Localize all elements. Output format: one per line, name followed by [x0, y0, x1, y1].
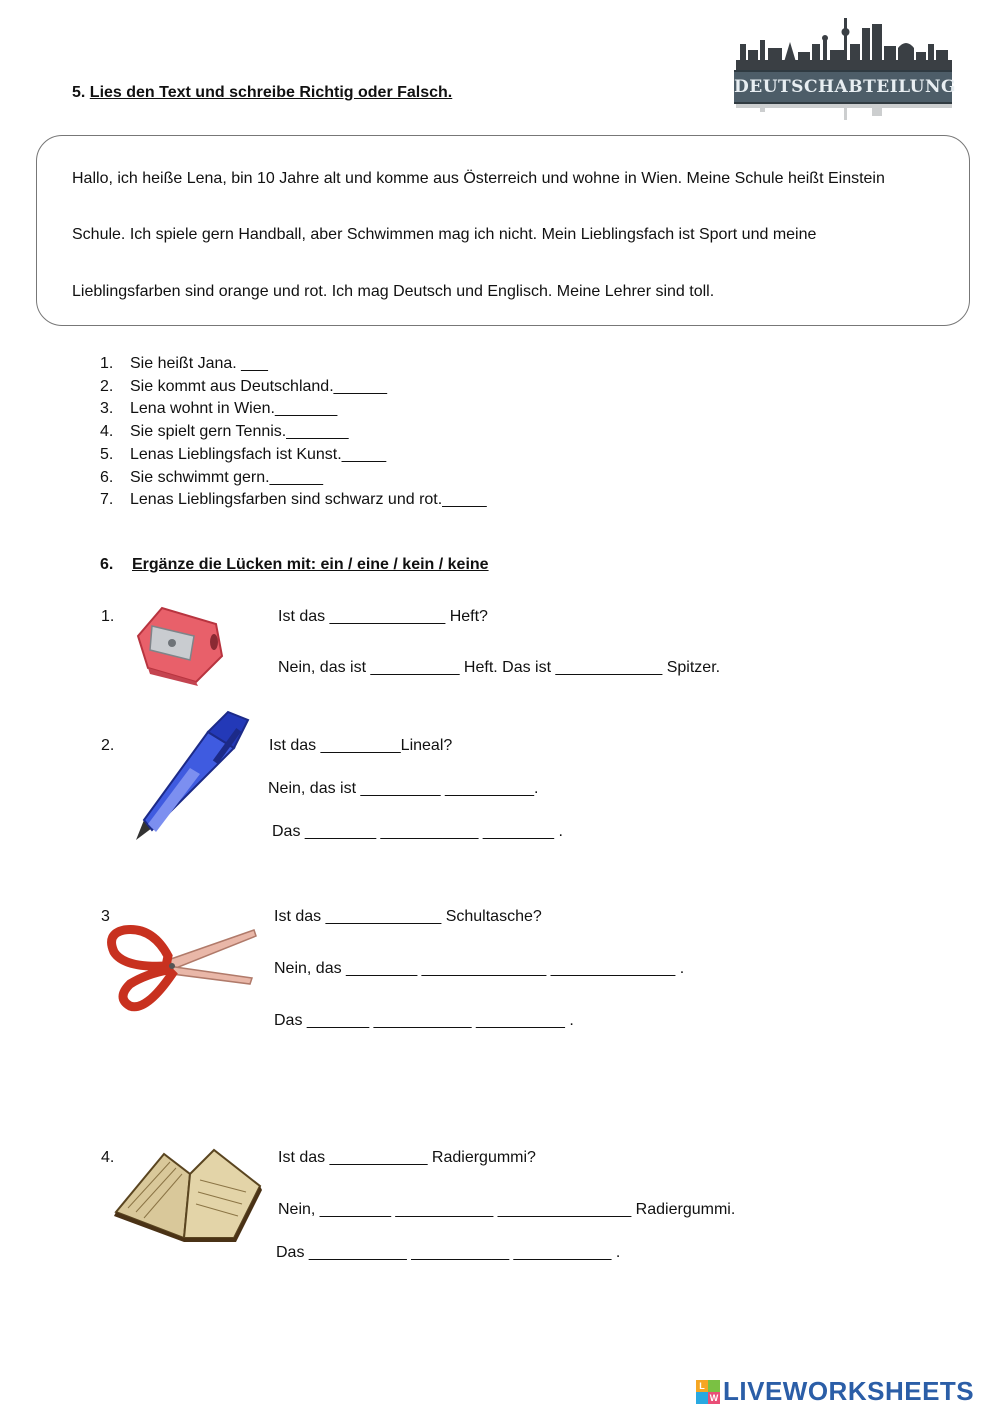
exercise-4-line-3[interactable]: Das ___________ ___________ ___________ . [276, 1244, 621, 1261]
scissors-icon [106, 920, 258, 1012]
list-item[interactable] [100, 353, 487, 376]
item-number: 5. [100, 445, 114, 463]
exercise-4-line-2[interactable]: Nein, ________ ___________ _______________ Radiergummi. [278, 1201, 736, 1218]
item-text: Sie spielt gern Tennis._______ [130, 423, 349, 441]
exercise-3-line-3[interactable]: Das _______ ___________ __________ . [274, 1012, 574, 1029]
exercise-3-line-2[interactable]: Nein, das ________ ______________ ______________ . [274, 960, 685, 977]
sharpener-icon [132, 602, 224, 686]
item-text: Lenas Lieblingsfach ist Kunst._____ [130, 445, 387, 463]
mark-square [696, 1392, 708, 1404]
item-number: 2. [100, 377, 114, 395]
exercise-4-line-1[interactable]: Ist das ___________ Radiergummi? [278, 1149, 536, 1166]
list-item[interactable] [100, 398, 487, 421]
list-item[interactable] [100, 467, 487, 490]
section-5-heading [72, 84, 452, 102]
item-number: 4. [100, 423, 114, 441]
exercise-3-number: 3 [101, 908, 110, 925]
section-5-number: 5. [72, 84, 86, 101]
exercise-2-line-2[interactable]: Nein, das ist _________ __________. [268, 780, 539, 797]
section-5-title: Lies den Text und schreibe Richtig oder Falsch. [89, 84, 453, 101]
liveworksheets-logo [696, 1376, 974, 1407]
exercise-2-number: 2. [101, 737, 115, 754]
reading-text-line-1: Hallo, ich heiße Lena, bin 10 Jahre alt und komme aus Österreich und wohne in Wien. Meine Schule heißt Einstein [72, 170, 885, 187]
item-text: Sie schwimmt gern.______ [130, 468, 323, 486]
list-item[interactable] [100, 444, 487, 467]
reading-text-line-2: Schule. Ich spiele gern Handball, aber Schwimmen mag ich nicht. Mein Lieblingsfach ist Sport und meine [72, 226, 817, 243]
liveworksheets-text: LIVEWORKSHEETS [723, 1376, 975, 1406]
list-item[interactable] [100, 421, 487, 444]
exercise-1-number: 1. [101, 608, 115, 625]
true-false-list [100, 353, 487, 512]
book-icon [114, 1146, 262, 1242]
item-text: Lenas Lieblingsfarben sind schwarz und rot._____ [130, 491, 487, 509]
liveworksheets-mark-icon [696, 1380, 720, 1404]
item-number: 1. [100, 355, 114, 372]
mark-letter-w: W [709, 1392, 719, 1403]
exercise-1-line-2[interactable]: Nein, das ist __________ Heft. Das ist ____________ Spitzer. [278, 659, 721, 676]
mark-square [708, 1380, 720, 1392]
exercise-2-line-1[interactable]: Ist das _________Lineal? [269, 737, 453, 754]
list-item[interactable] [100, 376, 487, 399]
deutschabteilung-logo [728, 14, 960, 118]
item-text: Sie kommt aus Deutschland.______ [130, 377, 388, 395]
section-6-title: Ergänze die Lücken mit: ein / eine / kein / keine [132, 556, 489, 573]
logo-banner: DEUTSCHABTEILUNG [734, 70, 952, 104]
item-number: 6. [100, 468, 114, 486]
list-item[interactable] [100, 489, 487, 512]
exercise-2-line-3[interactable]: Das ________ ___________ ________ . [272, 823, 563, 840]
exercise-4-number: 4. [101, 1149, 115, 1166]
exercise-1-line-1[interactable]: Ist das _____________ Heft? [278, 608, 488, 625]
skyline-reflection-icon [728, 102, 960, 122]
reading-text-line-3: Lieblingsfarben sind orange und rot. Ich mag Deutsch und Englisch. Meine Lehrer sind toll. [72, 283, 715, 300]
mark-letter-l: L [696, 1380, 708, 1392]
skyline-icon [728, 14, 960, 74]
exercise-3-line-1[interactable]: Ist das _____________ Schultasche? [274, 908, 542, 925]
item-text: Lena wohnt in Wien._______ [130, 400, 338, 418]
item-number: 7. [100, 491, 114, 509]
pen-icon [130, 708, 254, 846]
item-number: 3. [100, 400, 114, 418]
section-6-heading [100, 556, 489, 574]
item-text: Sie heißt Jana. ___ [130, 355, 268, 372]
section-6-number: 6. [100, 556, 114, 573]
